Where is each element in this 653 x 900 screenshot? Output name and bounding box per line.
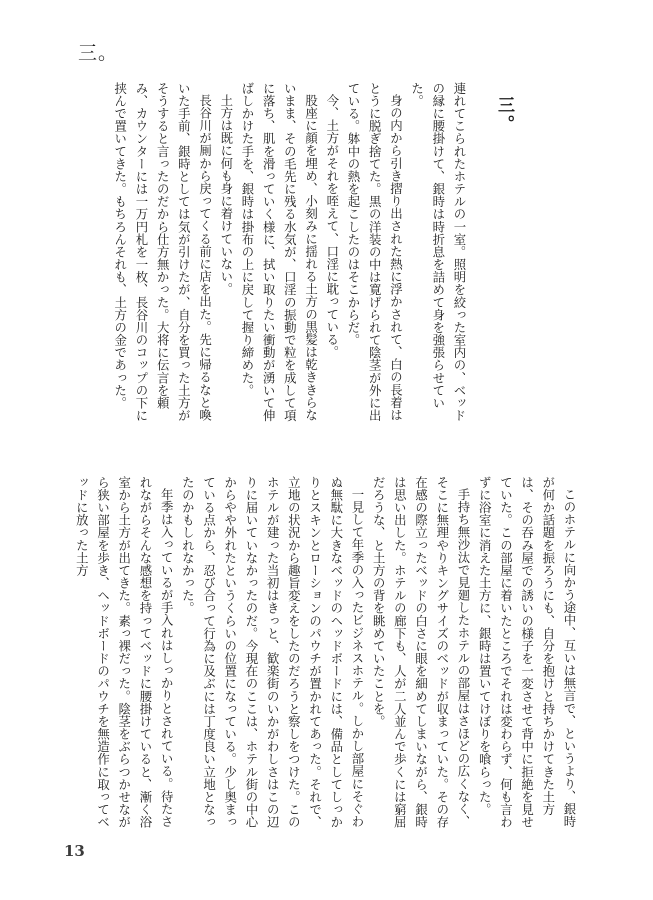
paragraph: 身の内から引き摺り出された熱に浮かされて、白の長着はとうに脱ぎ捨てた。黒の洋装の中は寛げられて陰茎が外に出ている。躰中の熱を起こしたのはそこからだ。 <box>345 82 404 422</box>
chapter-heading: 三。 <box>494 96 514 134</box>
paragraph: このホテルに向かう途中、互いは無言で、というより、銀時が何か話題を振ろうにも、自分を抱けと持ちかけてきた土方は、その吞み屋での誘いの様子を一変させて背中に拒絶を見せていた。この部屋に着いたところでそれは変わらず、何も言わずに浴室に消えた土方に、銀時は置いてけぼりを喰らった。 <box>477 476 577 829</box>
paragraph: 年季は入っているが手入れはしっかりとされている。待たされながらそんな感想を持ってベッドに腰掛けていると、漸く浴室から土方が出てきた。素っ裸だった。陰茎をぶらつかせながら狭い部屋を歩き、ヘッドボードのパウチを無造作に取ってベッドに放った土方 <box>74 476 175 829</box>
paragraph: 一見して年季の入ったビジネスホテル。しかし部屋にそぐわぬ無駄に大きなベッドのヘッドボードには、備品としてしっかりとスキンとローションのパウチが置かれてあった。それで、立地の状況から趣旨変えをしたのだろうと察しをつけた。このホテルが建った当初はきっと、歓楽街のいかがわしさはこの辺りに届いていなかったのだ。今現在のここは、ホテル街の中心からやや外れたというくらいの位置になっている。少し奥まっている点から、忍び合って行為に及ぶには丁度良い立地となったのかもしれなかった。 <box>180 476 365 829</box>
upper-text-block <box>88 82 470 434</box>
paragraph: 長谷川が厠から戻ってくる前に店を出た。先に帰るなと喚いた手前、銀時としては気が引けたが、自分を買った土方がそうすると言ったのだから仕方無かった。大将に伝言を頼み、カウンターには一万円札を一枚、長谷川のコップの下に挟んで置いてきた。もちろんそれも、土方の金であった。 <box>112 82 213 422</box>
paragraph: 股座に顔を埋め、小刻みに揺れる土方の黒髪は乾ききらないまま、その毛先に残る水気が、口淫の振動で粒を成して項に落ち、肌を滑っていく様に、拭い取りたい衝動が湧いて伸ばしかけた手を、銀時は掛布の上に戻して握り締めた。 <box>239 82 319 422</box>
paragraph: 土方は既に何も身に着けていない。 <box>218 94 234 296</box>
page-number: 13 <box>64 842 85 860</box>
paragraph: 連れてこられたホテルの一室。照明を絞った室内の、ベッドの縁に腰掛けて、銀時は時折息を詰めて身を強張らせていた。 <box>409 82 467 422</box>
paragraph: 今、土方がそれを咥えて、口淫に耽っている。 <box>324 94 340 359</box>
lower-text-block <box>74 476 580 832</box>
paragraph: 手持ち無沙汰で見廻したホテルの部屋はさほどの広くなく、そこに無理やりキングサイズのベッドが収まっていた。その存在感の際立ったベッドの白さに眼を細めてしまいながら、銀時は思い出した。ホテルの廊下も、人が二人並んで歩くには窮屈だろうな、と土方の背を眺めていたことを。 <box>371 476 471 829</box>
page-header: 三。 <box>78 42 119 64</box>
